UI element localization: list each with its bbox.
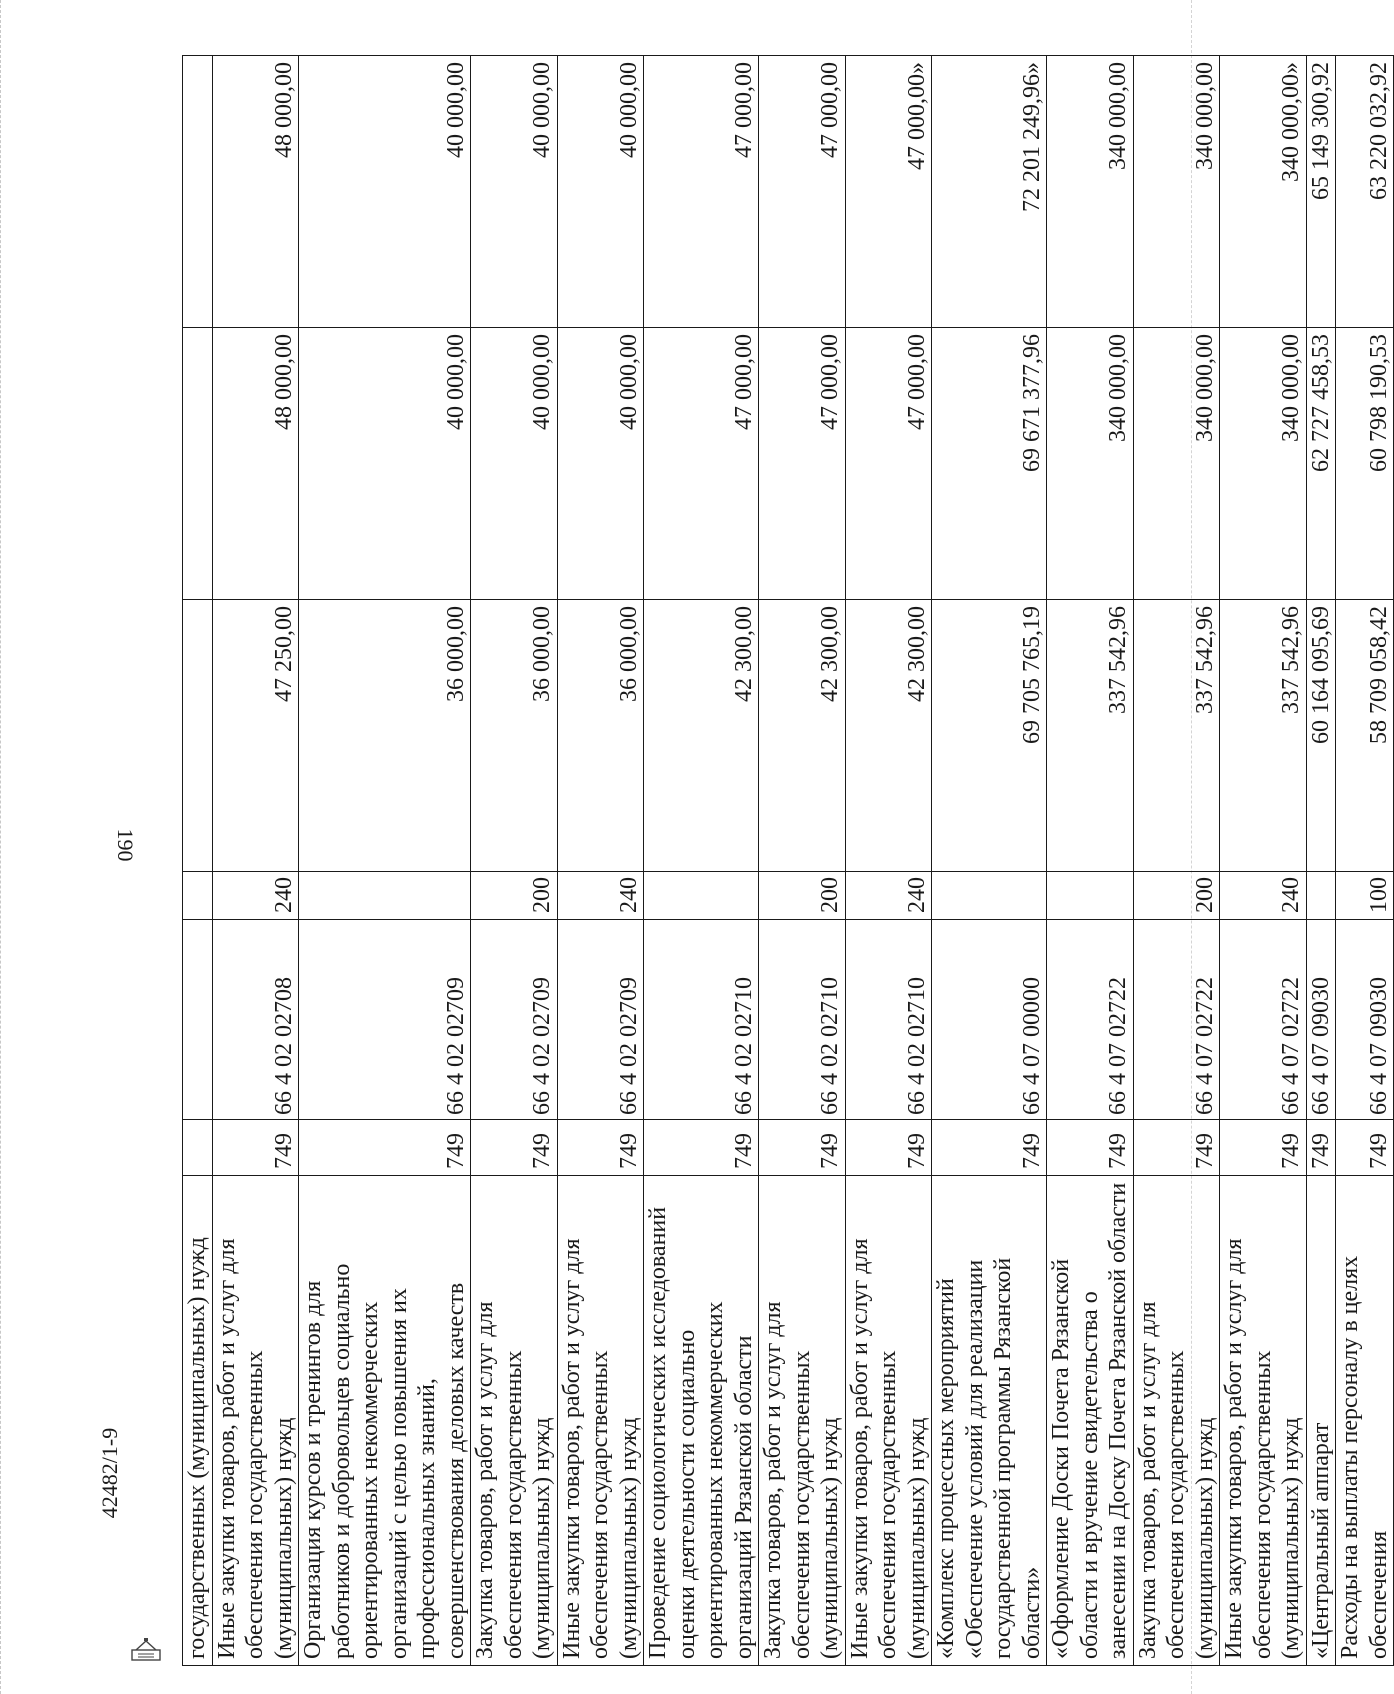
budget-table-container: [182, 56, 1392, 1666]
row-amount-col1: 36 000,00: [299, 600, 471, 872]
row-amount-col2: 69 671 377,96: [932, 328, 1047, 600]
row-amount-col3: 48 000,00: [212, 56, 299, 328]
row-amount-col1: 337 542,96: [1047, 600, 1134, 872]
row-expense-type: [183, 872, 213, 920]
row-amount-col1: 58 709 058,42: [1336, 600, 1394, 872]
row-amount-col3: 47 000,00: [644, 56, 759, 328]
row-expense-type: [644, 872, 759, 920]
row-expense-type: [1306, 872, 1336, 920]
table-row: [644, 56, 759, 1666]
row-ministry-code: 749: [1336, 1120, 1394, 1176]
row-name: Проведение социологических исследований оценки деятельности социально ориентированных некоммерческих организаций Рязанской области: [644, 1176, 759, 1666]
row-name: «Оформление Доски Почета Рязанской области и вручение свидетельства о занесении на Доску Почета Рязанской области: [1047, 1176, 1134, 1666]
row-amount-col1: 42 300,00: [644, 600, 759, 872]
row-expense-type: 200: [1133, 872, 1220, 920]
row-name: государственных (муниципальных) нужд: [183, 1176, 213, 1666]
row-expense-type: [1047, 872, 1134, 920]
table-row: [212, 56, 299, 1666]
row-amount-col1: 337 542,96: [1220, 600, 1307, 872]
row-amount-col2: 340 000,00: [1220, 328, 1307, 600]
row-amount-col2: 40 000,00: [557, 328, 644, 600]
row-amount-col1: 36 000,00: [471, 600, 558, 872]
row-expense-type: [932, 872, 1047, 920]
row-name: Иные закупки товаров, работ и услуг для обеспечения государственных (муниципальных) нужд: [1220, 1176, 1307, 1666]
row-expense-type: 240: [557, 872, 644, 920]
row-target-article: 66 4 07 02722: [1220, 920, 1307, 1120]
row-ministry-code: 749: [845, 1120, 932, 1176]
row-amount-col2: 40 000,00: [471, 328, 558, 600]
row-amount-col2: 47 000,00: [845, 328, 932, 600]
row-ministry-code: 749: [299, 1120, 471, 1176]
row-target-article: 66 4 02 02710: [845, 920, 932, 1120]
row-amount-col3: 340 000,00: [1133, 56, 1220, 328]
table-row: [299, 56, 471, 1666]
row-amount-col3: 47 000,00»: [845, 56, 932, 328]
row-amount-col2: 60 798 190,53: [1336, 328, 1394, 600]
row-amount-col1: 337 542,96: [1133, 600, 1220, 872]
row-amount-col3: 72 201 249,96»: [932, 56, 1047, 328]
row-target-article: [183, 920, 213, 1120]
row-amount-col1: 36 000,00: [557, 600, 644, 872]
row-ministry-code: 749: [759, 1120, 846, 1176]
table-row: [471, 56, 558, 1666]
row-amount-col2: 47 000,00: [644, 328, 759, 600]
row-amount-col3: 40 000,00: [299, 56, 471, 328]
row-ministry-code: 749: [644, 1120, 759, 1176]
row-ministry-code: 749: [1133, 1120, 1220, 1176]
row-ministry-code: 749: [212, 1120, 299, 1176]
table-row: [1220, 56, 1307, 1666]
row-ministry-code: 749: [471, 1120, 558, 1176]
table-row: [1133, 56, 1220, 1666]
table-row: [1336, 56, 1394, 1666]
row-ministry-code: 749: [1306, 1120, 1336, 1176]
row-name: Закупка товаров, работ и услуг для обеспечения государственных (муниципальных) нужд: [471, 1176, 558, 1666]
row-amount-col3: 40 000,00: [557, 56, 644, 328]
row-amount-col2: [183, 328, 213, 600]
row-target-article: 66 4 02 02709: [299, 920, 471, 1120]
row-name: Закупка товаров, работ и услуг для обеспечения государственных (муниципальных) нужд: [1133, 1176, 1220, 1666]
row-amount-col3: 47 000,00: [759, 56, 846, 328]
row-expense-type: [299, 872, 471, 920]
row-name: «Центральный аппарат: [1306, 1176, 1336, 1666]
row-amount-col1: 47 250,00: [212, 600, 299, 872]
row-name: Закупка товаров, работ и услуг для обеспечения государственных (муниципальных) нужд: [759, 1176, 846, 1666]
row-target-article: 66 4 02 02709: [471, 920, 558, 1120]
row-amount-col3: [183, 56, 213, 328]
budget-table-rotated: [182, 56, 1392, 1666]
row-expense-type: 200: [471, 872, 558, 920]
row-amount-col3: 40 000,00: [471, 56, 558, 328]
row-amount-col3: 340 000,00: [1047, 56, 1134, 328]
row-amount-col3: 63 220 032,92: [1336, 56, 1394, 328]
row-target-article: 66 4 07 09030: [1336, 920, 1394, 1120]
row-amount-col2: 47 000,00: [759, 328, 846, 600]
row-name: Организация курсов и тренингов для работников и добровольцев социально ориентированных некоммерческих организаций с целью повышения их профессиональных знаний, совершенствования деловых качеств: [299, 1176, 471, 1666]
row-amount-col1: 69 705 765,19: [932, 600, 1047, 872]
row-ministry-code: 749: [1047, 1120, 1134, 1176]
table-row: [183, 56, 213, 1666]
budget-table-body: [183, 56, 1394, 1666]
row-name: Иные закупки товаров, работ и услуг для обеспечения государственных (муниципальных) нужд: [212, 1176, 299, 1666]
table-row: [1306, 56, 1336, 1666]
row-expense-type: 240: [1220, 872, 1307, 920]
table-row: [1047, 56, 1134, 1666]
row-ministry-code: [183, 1120, 213, 1176]
row-ministry-code: 749: [557, 1120, 644, 1176]
row-amount-col1: 60 164 095,69: [1306, 600, 1336, 872]
row-amount-col2: 340 000,00: [1133, 328, 1220, 600]
row-target-article: 66 4 02 02710: [759, 920, 846, 1120]
row-target-article: 66 4 02 02708: [212, 920, 299, 1120]
row-target-article: 66 4 07 02722: [1133, 920, 1220, 1120]
row-amount-col2: 40 000,00: [299, 328, 471, 600]
row-name: «Комплекс процессных мероприятий «Обеспечение условий для реализации государственной программы Рязанской области»: [932, 1176, 1047, 1666]
page-number: 190: [113, 828, 138, 862]
table-row: [932, 56, 1047, 1666]
row-name: Иные закупки товаров, работ и услуг для обеспечения государственных (муниципальных) нужд: [557, 1176, 644, 1666]
row-expense-type: 240: [212, 872, 299, 920]
scan-edge-left: [0, 0, 3, 1694]
row-amount-col2: 48 000,00: [212, 328, 299, 600]
row-amount-col1: [183, 600, 213, 872]
row-amount-col3: 65 149 300,92: [1306, 56, 1336, 328]
budget-table: [182, 55, 1394, 1666]
document-code: 42482/1-9: [97, 1427, 122, 1519]
row-expense-type: 100: [1336, 872, 1394, 920]
row-amount-col3: 340 000,00»: [1220, 56, 1307, 328]
printer-emblem-icon: [128, 1638, 164, 1664]
row-target-article: 66 4 02 02710: [644, 920, 759, 1120]
table-row: [557, 56, 644, 1666]
row-name: Иные закупки товаров, работ и услуг для обеспечения государственных (муниципальных) нужд: [845, 1176, 932, 1666]
row-amount-col1: 42 300,00: [845, 600, 932, 872]
row-target-article: 66 4 07 00000: [932, 920, 1047, 1120]
row-expense-type: 200: [759, 872, 846, 920]
row-amount-col2: 340 000,00: [1047, 328, 1134, 600]
row-amount-col1: 42 300,00: [759, 600, 846, 872]
row-ministry-code: 749: [1220, 1120, 1307, 1176]
row-target-article: 66 4 07 09030: [1306, 920, 1336, 1120]
row-ministry-code: 749: [932, 1120, 1047, 1176]
row-target-article: 66 4 02 02709: [557, 920, 644, 1120]
row-target-article: 66 4 07 02722: [1047, 920, 1134, 1120]
table-row: [845, 56, 932, 1666]
table-row: [759, 56, 846, 1666]
row-name: Расходы на выплаты персоналу в целях обеспечения: [1336, 1176, 1394, 1666]
row-amount-col2: 62 727 458,53: [1306, 328, 1336, 600]
row-expense-type: 240: [845, 872, 932, 920]
